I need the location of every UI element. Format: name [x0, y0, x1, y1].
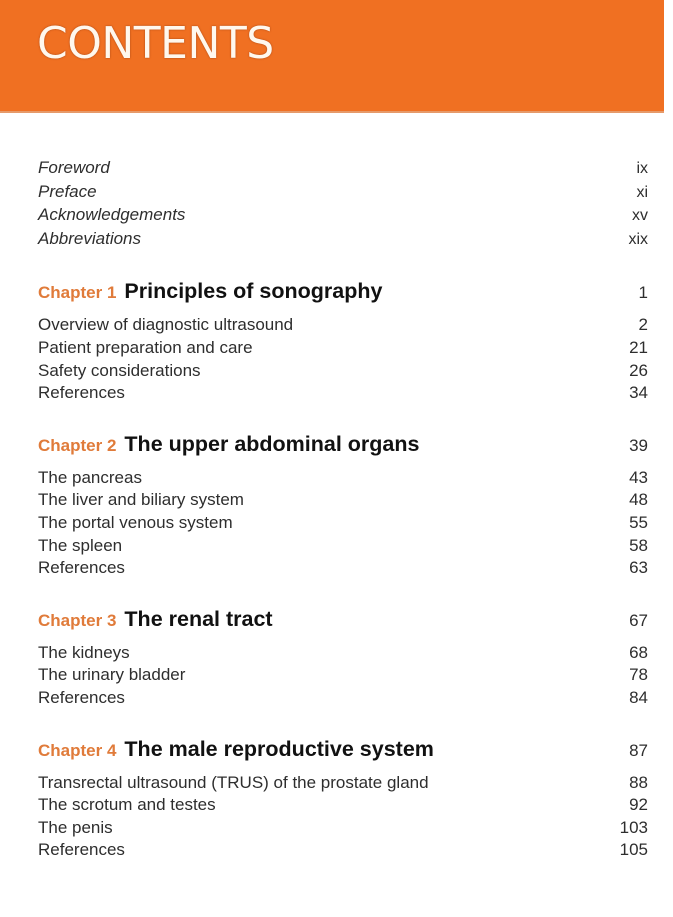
entry-page: 92 [629, 795, 648, 815]
toc-entry-acknowledgements[interactable] [38, 204, 648, 228]
toc-entry[interactable] [38, 337, 648, 360]
entry-title: The pancreas [38, 467, 142, 487]
entry-page: 26 [629, 360, 648, 380]
chapter-page: 67 [629, 610, 648, 630]
entry-title: Abbreviations [38, 228, 142, 248]
entry-page: ix [636, 160, 648, 177]
table-of-contents [38, 157, 648, 862]
toc-entry-preface[interactable] [38, 181, 648, 205]
entry-page: 43 [629, 467, 648, 487]
entry-title: References [38, 687, 125, 707]
chapter-heading[interactable] [38, 276, 648, 309]
entry-title: References [38, 558, 125, 578]
chapter-label: Chapter 2 [38, 435, 117, 455]
chapter-title: The upper abdominal organs [124, 431, 420, 456]
entry-page: 88 [629, 772, 648, 792]
entry-title: The urinary bladder [38, 665, 186, 685]
entry-page: 48 [629, 490, 648, 510]
toc-entry[interactable] [38, 817, 648, 840]
contents-banner [0, 0, 664, 113]
chapter-4 [38, 734, 648, 862]
toc-entry[interactable] [38, 535, 648, 558]
entry-title: Foreword [38, 158, 110, 177]
entry-title: Transrectal ultrasound (TRUS) of the prostate gland [38, 772, 429, 792]
entry-title: The scrotum and testes [38, 795, 216, 815]
chapter-title: The renal tract [124, 606, 273, 631]
entry-page: 68 [629, 642, 648, 662]
entry-page: 84 [629, 687, 648, 707]
chapter-heading[interactable] [38, 734, 648, 767]
entry-page: 55 [629, 512, 648, 532]
toc-entry[interactable] [38, 382, 648, 405]
entry-page: xix [628, 230, 648, 248]
entry-title: Preface [38, 181, 97, 201]
chapter-heading[interactable] [38, 429, 648, 462]
toc-entry[interactable] [38, 467, 648, 490]
chapter-page: 39 [629, 435, 648, 455]
chapter-page: 87 [629, 740, 648, 760]
toc-entry[interactable] [38, 687, 648, 710]
entry-title: Patient preparation and care [38, 337, 253, 357]
entry-page: 58 [629, 535, 648, 555]
chapter-heading[interactable] [38, 604, 648, 637]
toc-entry-abbreviations[interactable] [38, 228, 648, 252]
front-matter-list [38, 157, 648, 251]
entry-page: 105 [619, 840, 648, 860]
chapter-2 [38, 429, 648, 580]
chapter-1 [38, 276, 648, 404]
chapter-page: 1 [638, 283, 648, 303]
entry-title: Acknowledgements [38, 205, 186, 225]
chapter-label: Chapter 4 [38, 740, 117, 760]
entry-title: The penis [38, 817, 113, 837]
toc-entry[interactable] [38, 512, 648, 535]
toc-entry[interactable] [38, 642, 648, 665]
chapter-title: Principles of sonography [124, 279, 383, 304]
chapter-label: Chapter 1 [38, 283, 117, 303]
entry-page: 78 [629, 665, 648, 685]
entry-page: 21 [629, 337, 648, 357]
entry-title: References [38, 840, 125, 860]
entry-title: The kidneys [38, 642, 130, 662]
entry-page: 34 [629, 383, 648, 403]
toc-entry[interactable] [38, 664, 648, 687]
entry-title: The liver and biliary system [38, 490, 244, 510]
chapter-label: Chapter 3 [38, 610, 117, 630]
entry-title: The portal venous system [38, 512, 233, 532]
toc-entry[interactable] [38, 489, 648, 512]
toc-entry[interactable] [38, 772, 648, 795]
entry-page: 103 [619, 817, 648, 837]
entry-title: The spleen [38, 535, 123, 555]
entry-title: References [38, 383, 125, 403]
entry-title: Safety considerations [38, 360, 201, 380]
chapter-title: The male reproductive system [124, 736, 434, 761]
entry-page: xi [636, 183, 648, 201]
toc-entry[interactable] [38, 360, 648, 383]
toc-entry[interactable] [38, 794, 648, 817]
entry-page: xv [632, 207, 648, 225]
chapter-3 [38, 604, 648, 710]
toc-entry[interactable] [38, 314, 648, 337]
entry-page: 2 [638, 315, 648, 335]
toc-entry[interactable] [38, 839, 648, 862]
page-title: CONTENTS [37, 18, 274, 69]
toc-entry-foreword[interactable] [38, 157, 648, 181]
toc-entry[interactable] [38, 557, 648, 580]
entry-page: 63 [629, 558, 648, 578]
entry-title: Overview of diagnostic ultrasound [38, 315, 294, 335]
